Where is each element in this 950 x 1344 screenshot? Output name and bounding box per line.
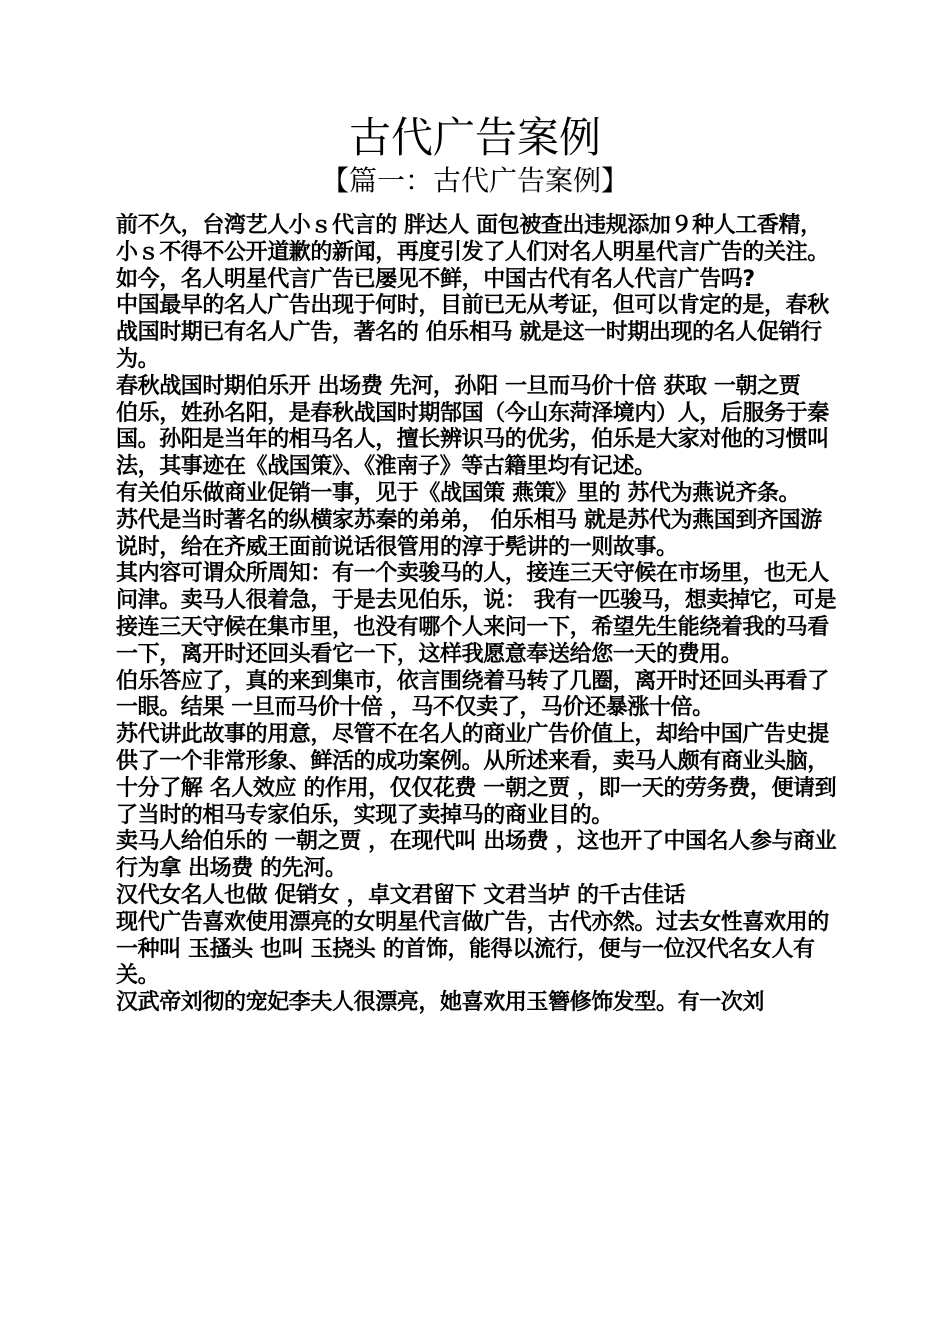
paragraph: 前不久，台湾艺人小ｓ代言的 胖达人 面包被查出违规添加９种人工香精，小ｓ不得不公开道歉的新闻，再度引发了人们对名人明星代言广告的关注。如今，名人明星代言广告已屡见不鲜，中国古代有名人代言广告吗? <box>116 213 829 292</box>
paragraph: 苏代是当时著名的纵横家苏秦的弟弟， 伯乐相马 就是苏代为燕国到齐国游说时，给在齐威王面前说话很管用的淳于髡讲的一则故事。 <box>116 507 822 560</box>
paragraph: 伯乐，姓孙名阳，是春秋战国时期郜国（今山东菏泽境内）人，后服务于秦国。孙阳是当年的相马名人，擅长辨识马的优劣，伯乐是大家对他的习惯叫法，其事迹在《战国策》、《淮南子》等古籍里均有记述。 <box>116 400 829 480</box>
paragraph: 卖马人给伯乐的 一朝之贾 ，在现代叫 出场费 ，这也开了中国名人参与商业行为拿 出场费 的先河。 <box>116 829 837 882</box>
paragraph: 苏代讲此故事的用意，尽管不在名人的商业广告价值上，却给中国广告史提供了一个非常形象、鲜活的成功案例。从所述来看，卖马人颇有商业头脑，十分了解 名人效应 的作用，仅仅花费 一朝之贾 ，即一天的劳务费，便请到了当时的相马专家伯乐，实现了卖掉马的商业目的。 <box>116 722 837 828</box>
document-subtitle: 【篇一：古代广告案例】 <box>320 164 629 197</box>
paragraph: 其内容可谓众所周知：有一个卖骏马的人，接连三天守候在市场里，也无人问津。卖马人很着急，于是去见伯乐，说： 我有一匹骏马，想卖掉它，可是接连三天守候在集市里，也没有哪个人来问一下，希望先生能绕着我的马看一下，离开时还回头看它一下，这样我愿意奉送给您一天的费用。 <box>116 561 837 667</box>
paragraph: 伯乐答应了，真的来到集市，依言围绕着马转了几圈，离开时还回头再看了一眼。结果 一旦而马价十倍 ，马不仅卖了，马价还暴涨十倍。 <box>116 668 829 721</box>
paragraph: 现代广告喜欢使用漂亮的女明星代言做广告，古代亦然。过去女性喜欢用的一种叫 玉搔头 也叫 玉挠头 的首饰，能得以流行，便与一位汉代名女人有关。 <box>116 909 829 989</box>
document-body <box>116 213 838 1017</box>
document-title: 古代广告案例 <box>348 113 601 162</box>
paragraph: 春秋战国时期伯乐开 出场费 先河，孙阳 一旦而马价十倍 获取 一朝之贾 <box>116 373 801 399</box>
paragraph: 中国最早的名人广告出现于何时，目前已无从考证，但可以肯定的是，春秋战国时期已有名人广告，著名的 伯乐相马 就是这一时期出现的名人促销行为。 <box>116 293 829 372</box>
paragraph: 有关伯乐做商业促销一事，见于《战国策 燕策》里的 苏代为燕说齐条。 <box>116 480 801 506</box>
paragraph: 汉代女名人也做 促销女 ，卓文君留下 文君当垆 的千古佳话 <box>116 882 686 908</box>
paragraph: 汉武帝刘彻的宠妃李夫人很漂亮，她喜欢用玉簪修饰发型。有一次刘 <box>116 990 765 1016</box>
